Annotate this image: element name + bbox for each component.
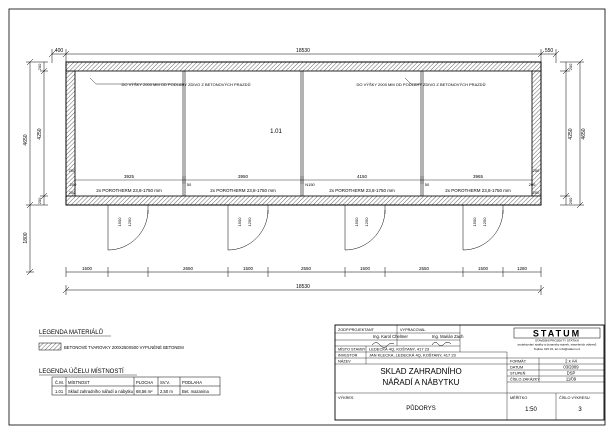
company-addr: Teplice 415 01, tel: info@statum.cz	[533, 347, 581, 351]
company-desc: projektování statiky a dynamiky staveb, stavebních výkresů	[517, 342, 597, 347]
tb-vypracoval-label: VYPRACOVAL	[400, 328, 426, 332]
tb-cislo-value: 3	[578, 407, 582, 413]
tb-misto-label: MÍSTO STAVBY	[338, 347, 366, 352]
legend-materials-item: BETONOVÉ TVAROVKY 200X250X500 VYPLNĚNÉ BETONEM	[64, 345, 184, 350]
tb-nazev-label: NÁZEV	[338, 359, 351, 364]
left-dimension	[26, 59, 48, 275]
tb-datum-label: DATUM	[510, 365, 524, 370]
tb-stupen-value: DSP	[566, 370, 576, 376]
bottom-seg-1: 1500	[81, 266, 93, 271]
dim-left-offset: 400	[54, 48, 64, 54]
bottom-seg-7: 1500	[477, 266, 489, 271]
bottom-seg-6: 2550	[418, 266, 430, 271]
inner-seg-3: 4150	[356, 174, 368, 179]
tb-cislo-label: ČÍSLO VÝKRESU	[559, 396, 590, 400]
legend-row-plocha: 68,56 m²	[136, 389, 153, 394]
inner-wall-3: N150	[305, 182, 315, 187]
inner-seg-1: 3925	[123, 174, 135, 179]
dim-right-upper: 4250	[568, 128, 574, 140]
lintel-4: 2x POROTHERM 23,8-1750 mm	[445, 188, 511, 193]
bottom-dimension	[63, 267, 544, 295]
dim-right-offset: 550	[544, 48, 554, 54]
inner-right-lower: 200	[532, 190, 540, 195]
legend-row-mistnost: Sklad zahradního nářadí a nábytku	[68, 389, 133, 394]
tb-stupen-label: STUPEŇ	[510, 371, 526, 376]
legend-hatch-swatch	[39, 343, 61, 350]
bottom-seg-3: 1500	[242, 266, 254, 271]
partition-note-left	[90, 78, 251, 87]
legend-row-podlaha: Bet. mazanina	[182, 389, 209, 394]
tb-vypracoval-name: Ing. Marián Zach	[432, 334, 464, 339]
door-2-width: 1500	[237, 217, 242, 227]
legend-row-svv: 2,50 m	[160, 389, 173, 394]
dim-overall-bottom: 18530	[296, 284, 310, 290]
legend-rooms-title: LEGENDA ÚČELU MÍSTNOSTÍ	[39, 369, 124, 375]
tb-investor-value: JAN KLECKA, LEDECKÁ 4Q, KOŠTANY, 417 23	[369, 352, 456, 358]
door-2	[228, 205, 268, 250]
partition-note-a: DO VÝŠKY 2000 MM OD PODLAHY ZDIVO Z BETONOVÝCH PRAZDŮ	[121, 82, 251, 87]
dim-right-total: 4650	[581, 128, 587, 140]
legend-header-mistnost: MÍSTNOST	[68, 380, 90, 385]
legend-materials-title: LEGENDA MATERIÁLŮ	[39, 330, 103, 336]
tb-format-label: FORMÁT	[510, 359, 527, 364]
dim-left-lower: 1800	[23, 232, 29, 244]
door-3-depth: 1250	[364, 217, 369, 227]
tb-format-value: 2 x A4	[565, 358, 577, 364]
bottom-seg-4: 2550	[300, 266, 312, 271]
legend-header-svv: SV.V.	[160, 380, 170, 385]
tb-vykres-value: PŮDORYS	[406, 406, 436, 412]
legend-row-cm: 1.01	[55, 389, 64, 394]
inner-seg-2: 3950	[237, 174, 249, 179]
legend-header-cm: Č.M.	[55, 380, 64, 385]
dim-right-wall-top: 200	[568, 63, 573, 71]
inner-wall-5: 200	[528, 182, 536, 187]
door-4-width: 1500	[472, 217, 477, 227]
tb-misto-value: LEDECKÁ 4Q, KOŠTANY, 417 23	[369, 346, 430, 352]
dim-left-wall-bottom: 200	[37, 197, 42, 205]
door-3	[345, 205, 385, 250]
inner-wall-4: 50	[424, 182, 430, 187]
bottom-seg-8: 1280	[516, 266, 528, 271]
tb-title-line1: SKLAD ZAHRADNÍHO	[380, 367, 462, 376]
tb-meritko-label: MĚŘÍTKO	[510, 396, 528, 400]
tb-zakazka-label: ČÍSLO ZAKÁZKY	[510, 377, 540, 382]
inner-dimension	[75, 176, 532, 184]
dim-overall-top: 18530	[296, 48, 310, 54]
bottom-seg-5: 1500	[359, 266, 371, 271]
company-sub: STAVEBNÍ PROJEKTY STATIKA	[535, 338, 579, 343]
door-2-depth: 1250	[247, 217, 252, 227]
door-1-depth: 1250	[127, 217, 132, 227]
tb-zakazka-value: 11/09	[565, 376, 577, 382]
dim-left-total: 4650	[23, 134, 29, 146]
partition-note-b: DO VÝŠKY 2000 MM OD PODLAHY ZDIVO Z BETONOVÝCH PRAZDŮ	[356, 82, 486, 87]
signature-2	[432, 342, 451, 346]
dim-left-wall-top: 200	[37, 63, 42, 71]
lintel-3: 2x POROTHERM 23,8-1750 mm	[329, 188, 395, 193]
dim-left-upper: 4250	[37, 128, 43, 140]
room-number: 1.01	[270, 129, 282, 135]
inner-right-upper: 200	[532, 168, 540, 173]
tb-zpracovatel-name: Ing. Karol Chelmer	[373, 334, 408, 339]
door-3-width: 1500	[354, 217, 359, 227]
door-1-width: 1500	[117, 217, 122, 227]
lintel-2: 2x POROTHERM 23,8-1750 mm	[210, 188, 276, 193]
inner-wall-2: 50	[186, 182, 192, 187]
inner-wall-1: 200	[69, 182, 77, 187]
tb-datum-value: 03/2009	[563, 364, 579, 370]
bottom-seg-2: 2650	[182, 266, 194, 271]
legend-header-podlaha: PODLAHA	[182, 380, 203, 385]
tb-zpracovatel-label: ZODP.PROJEKTANT	[338, 328, 374, 332]
inner-left-upper: 200	[68, 168, 76, 173]
tb-vykres-label: VÝKRES	[338, 396, 354, 400]
legend-header-plocha: PLOCHA	[136, 380, 154, 385]
company-name: STATUM	[532, 328, 582, 339]
inner-left-lower: 200	[68, 190, 76, 195]
company-logo	[514, 328, 600, 351]
door-4-depth: 1250	[482, 217, 487, 227]
tb-title-line2: NÁŘADÍ A NÁBYTKU	[382, 378, 460, 387]
dim-right-wall-bottom: 200	[568, 197, 573, 205]
door-1	[108, 205, 148, 250]
lintel-1: 2x POROTHERM 23,8-1750 mm	[96, 188, 162, 193]
door-4	[463, 205, 503, 250]
inner-seg-4: 3965	[472, 174, 484, 179]
tb-meritko-value: 1:50	[525, 407, 537, 413]
tb-investor-label: INVESTOR	[338, 353, 358, 358]
